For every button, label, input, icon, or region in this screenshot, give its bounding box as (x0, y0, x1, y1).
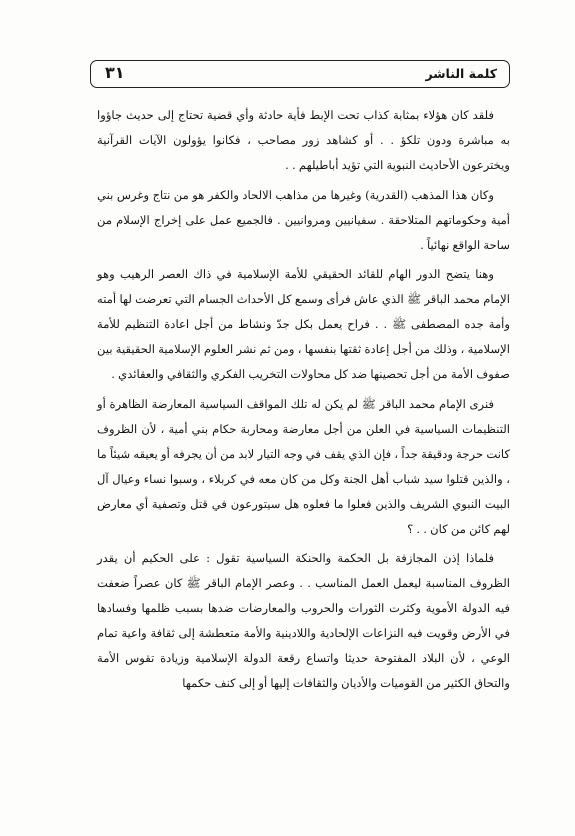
body-paragraph: وهنا يتضح الدور الهام للقائد الحقيقي للأمة الإسلامية في ذاك العصر الرهيب وهو الإمام محمد الباقر ﷺ الذي عاش فرأى وسمع كل الأحداث الجسام التي تعرضت لها أمته وأمة جده المصطفى ﷺ . . فراح يعمل بكل جدّ ونشاط من أجل اعادة التنظيم للأمة الإسلامية ، وذلك من أجل إعادة ثقتها بنفسها ، ومن ثم نشر العلوم الإسلامية الحقيقية بين صفوف الأمة من أجل تحصينها ضد كل محاولات التخريب الفكري والثقافي والعقائدي . (97, 267, 510, 382)
running-header (90, 60, 510, 88)
body-paragraph: فنرى الإمام محمد الباقر ﷺ لم يكن له تلك المواقف السياسية المعارضة الظاهرة أو التنظيمات السياسية في العلن من أجل معارضة ومحاربة حكام بني أمية ، لأن الظروف كانت حرجة ودقيقة جداً ، فإن الذي يقف في وجه التيار لابد من أن يجرفه أو يعيقه شيئاً ما ، والذين قتلوا سيد شباب أهل الجنة وكل من كان معه في كربلاء ، وسبوا نساء وعيال آل البيت النبوي الشريف والذين فعلوا ما فعلوه هل سيتورعون في قتل وتصفية أي معارض لهم كائن من كان . . ؟ (97, 396, 510, 536)
body-paragraph: فلماذا إذن المجازفة بل الحكمة والحنكة السياسية تقول : على الحكيم أن يقدر الظروف المناسبة ليعمل العمل المناسب . . وعصر الإمام الباقر ﷺ كان عصراً ضعفت فيه الدولة الأموية وكثرت الثورات والحروب والمعارضات ضدها بسبب ظلمها وفسادها في الأرض وقويت فيه النزاعات الإلحادية واللادينية والأمة متعطشة إلى ثقافة واعية تمام الوعي ، لأن البلاد المفتوحة حديثا واتساع رقعة الدولة الإسلامية وزيادة تقوس الأمة والتحاق الكثير من القوميات والأديان والثقافات إليها أو إلى كنف حكمها (97, 551, 510, 690)
page-number: ٣١ (105, 63, 125, 82)
body-paragraph: وكان هذا المذهب (القدرية) وغيرها من مذاهب الالحاد والكفر هو من نتاج وغرس بني أمية وحكوماتهم المتلاحقة . سفيانيين ومروانيين . فالجميع عمل على إخراج الإسلام من ساحة الواقع نهائياً . (97, 187, 510, 252)
header-title: كلمة الناشر (425, 66, 497, 81)
body-paragraph: فلقد كان هؤلاء بمثابة كذاب تحت الإبط فأية حادثة وأي قضية تحتاج إلى حديث جاؤوا به مباشرة ودون تلكؤ . . أو كشاهد زور مصاحب ، فكانوا يؤولون الآيات القرآنية ويخترعون الأحاديث النبوية التي تؤيد أباطيلهم . . (97, 108, 510, 172)
page-body (97, 103, 510, 701)
